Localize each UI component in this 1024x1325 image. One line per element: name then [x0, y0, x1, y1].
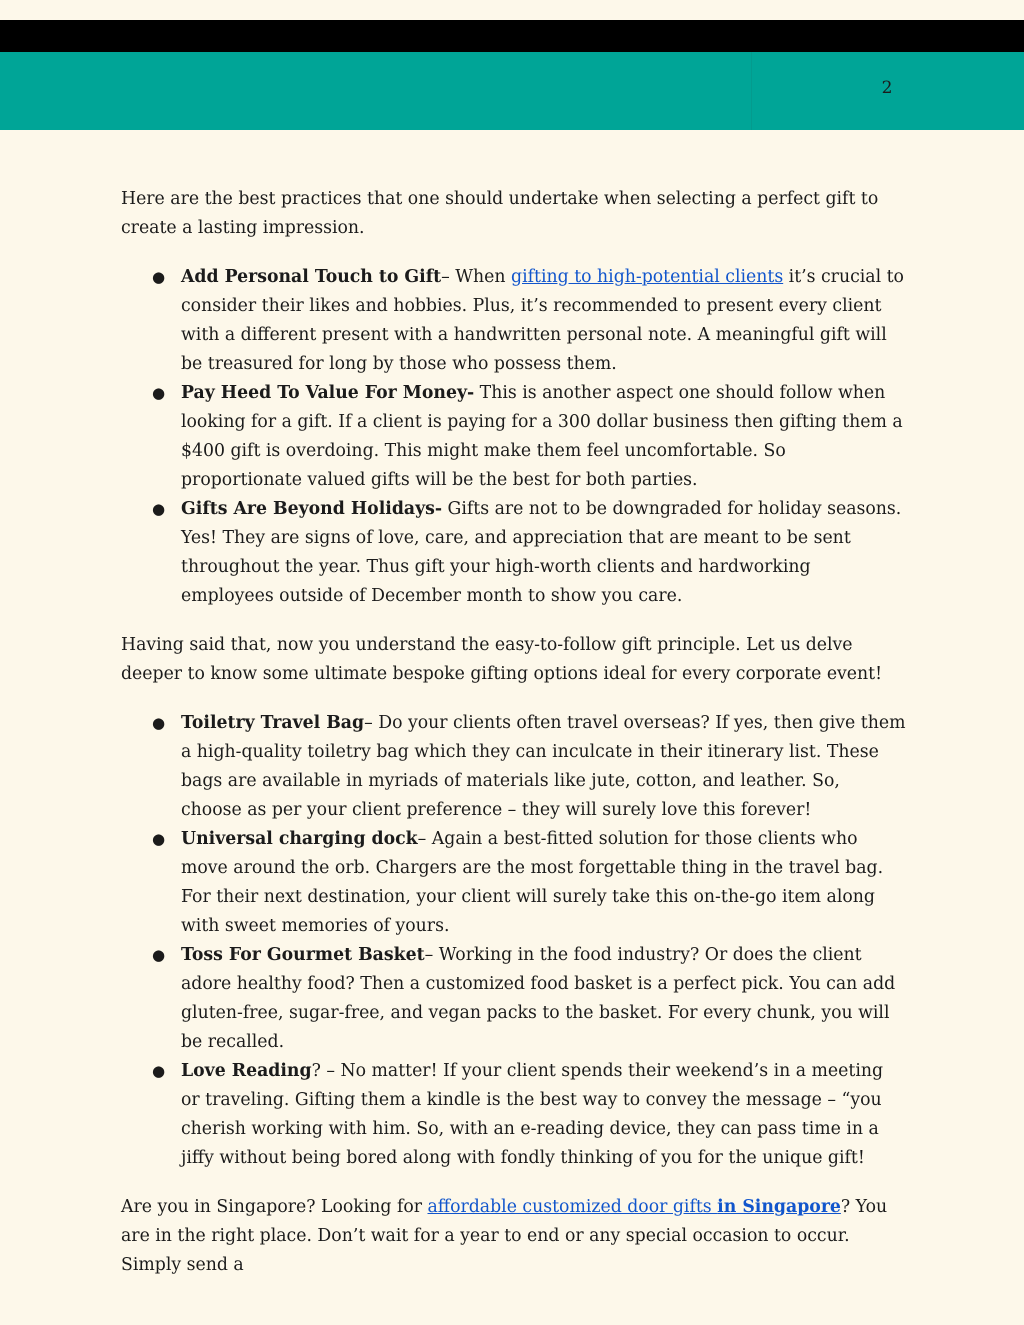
closing-paragraph [121, 1193, 906, 1280]
intro-paragraph: Here are the best practices that one should undertake when selecting a perfect gift to create a lasting impression. [121, 189, 879, 238]
bullet-icon: ● [152, 268, 166, 286]
list-item [121, 709, 906, 825]
item-text: Gifts are not to be downgraded for holiday seasons. Yes! They are signs of love, care, and appreciation that are meant to be sent throughout the year. Thus gift your high-worth clients and hardworking employees outside of December month to show you care. [181, 499, 902, 606]
closing-text: ? You are in the right place. Don’t wait for a year to end or any special occasion to occur. Simply send a [121, 1197, 888, 1275]
list-item [121, 941, 906, 1057]
document-body [121, 185, 906, 1280]
bullet-icon: ● [152, 714, 166, 732]
item-term: Love Reading [181, 1061, 312, 1081]
list-item [121, 379, 906, 495]
bullet-icon: ● [152, 500, 166, 518]
item-term: Universal charging dock [181, 829, 418, 849]
item-text: – Do your clients often travel overseas? If yes, then give them a high-quality toiletry bag which they can inculcate in their itinerary list. These bags are available in myriads of materials like jute, cotton, and leather. So, choose as per your client preference – they will surely love this forever! [181, 713, 906, 820]
door-gifts-link-text[interactable]: affordable customized door gifts [427, 1197, 718, 1217]
page-top-margin [0, 0, 1024, 20]
item-term: Add Personal Touch to Gift [181, 267, 442, 287]
door-gifts-link[interactable] [428, 1197, 841, 1217]
list-item [121, 263, 906, 379]
item-term: Gifts Are Beyond Holidays- [181, 499, 443, 519]
door-gifts-link-location[interactable]: in Singapore [717, 1197, 841, 1217]
header-divider [751, 52, 752, 130]
item-text: it’s crucial to consider their likes and hobbies. Plus, it’s recommended to present every client with a different present with a handwritten personal note. A meaningful gift will be treasured for long by those who possess them. [181, 267, 904, 374]
page-number: 2 [881, 78, 893, 98]
list-item [121, 825, 906, 941]
list-item [121, 1057, 906, 1173]
gift-options-list [121, 709, 906, 1173]
item-term: Toss For Gourmet Basket [181, 945, 425, 965]
bullet-icon: ● [152, 946, 166, 964]
header-teal-band [0, 52, 1024, 130]
best-practices-list [121, 263, 906, 611]
closing-text: Are you in Singapore? Looking for [121, 1197, 428, 1217]
bullet-icon: ● [152, 1062, 166, 1080]
header-black-band [0, 20, 1024, 52]
bullet-icon: ● [152, 830, 166, 848]
list-item [121, 495, 906, 611]
bullet-icon: ● [152, 384, 166, 402]
item-text: – Again a best-fitted solution for those clients who move around the orb. Chargers are the most forgettable thing in the travel bag. For their next destination, your client will surely take this on-the-go item along with sweet memories of yours. [181, 829, 884, 936]
item-term: Pay Heed To Value For Money- [181, 383, 475, 403]
item-text: – Working in the food industry? Or does the client adore healthy food? Then a customized food basket is a perfect pick. You can add gluten-free, sugar-free, and vegan packs to the basket. For every chunk, you will be recalled. [181, 945, 896, 1052]
item-text: ? – No matter! If your client spends their weekend’s in a meeting or traveling. Gifting them a kindle is the best way to convey the message – “you cherish working with him. So, with an e-reading device, they can pass time in a jiffy without being bored along with fondly thinking of you for the unique gift! [181, 1061, 884, 1168]
item-term: Toiletry Travel Bag [181, 713, 365, 733]
item-text: – When [441, 267, 512, 287]
item-text: This is another aspect one should follow when looking for a gift. If a client is paying for a 300 dollar business then gifting them a $400 gift is overdoing. This might make them feel uncomfortable. So proportionate valued gifts will be the best for both parties. [181, 383, 903, 490]
middle-paragraph: Having said that, now you understand the easy-to-follow gift principle. Let us delve deeper to know some ultimate bespoke gifting options ideal for every corporate event! [121, 635, 883, 684]
gifting-clients-link[interactable]: gifting to high-potential clients [511, 267, 784, 287]
